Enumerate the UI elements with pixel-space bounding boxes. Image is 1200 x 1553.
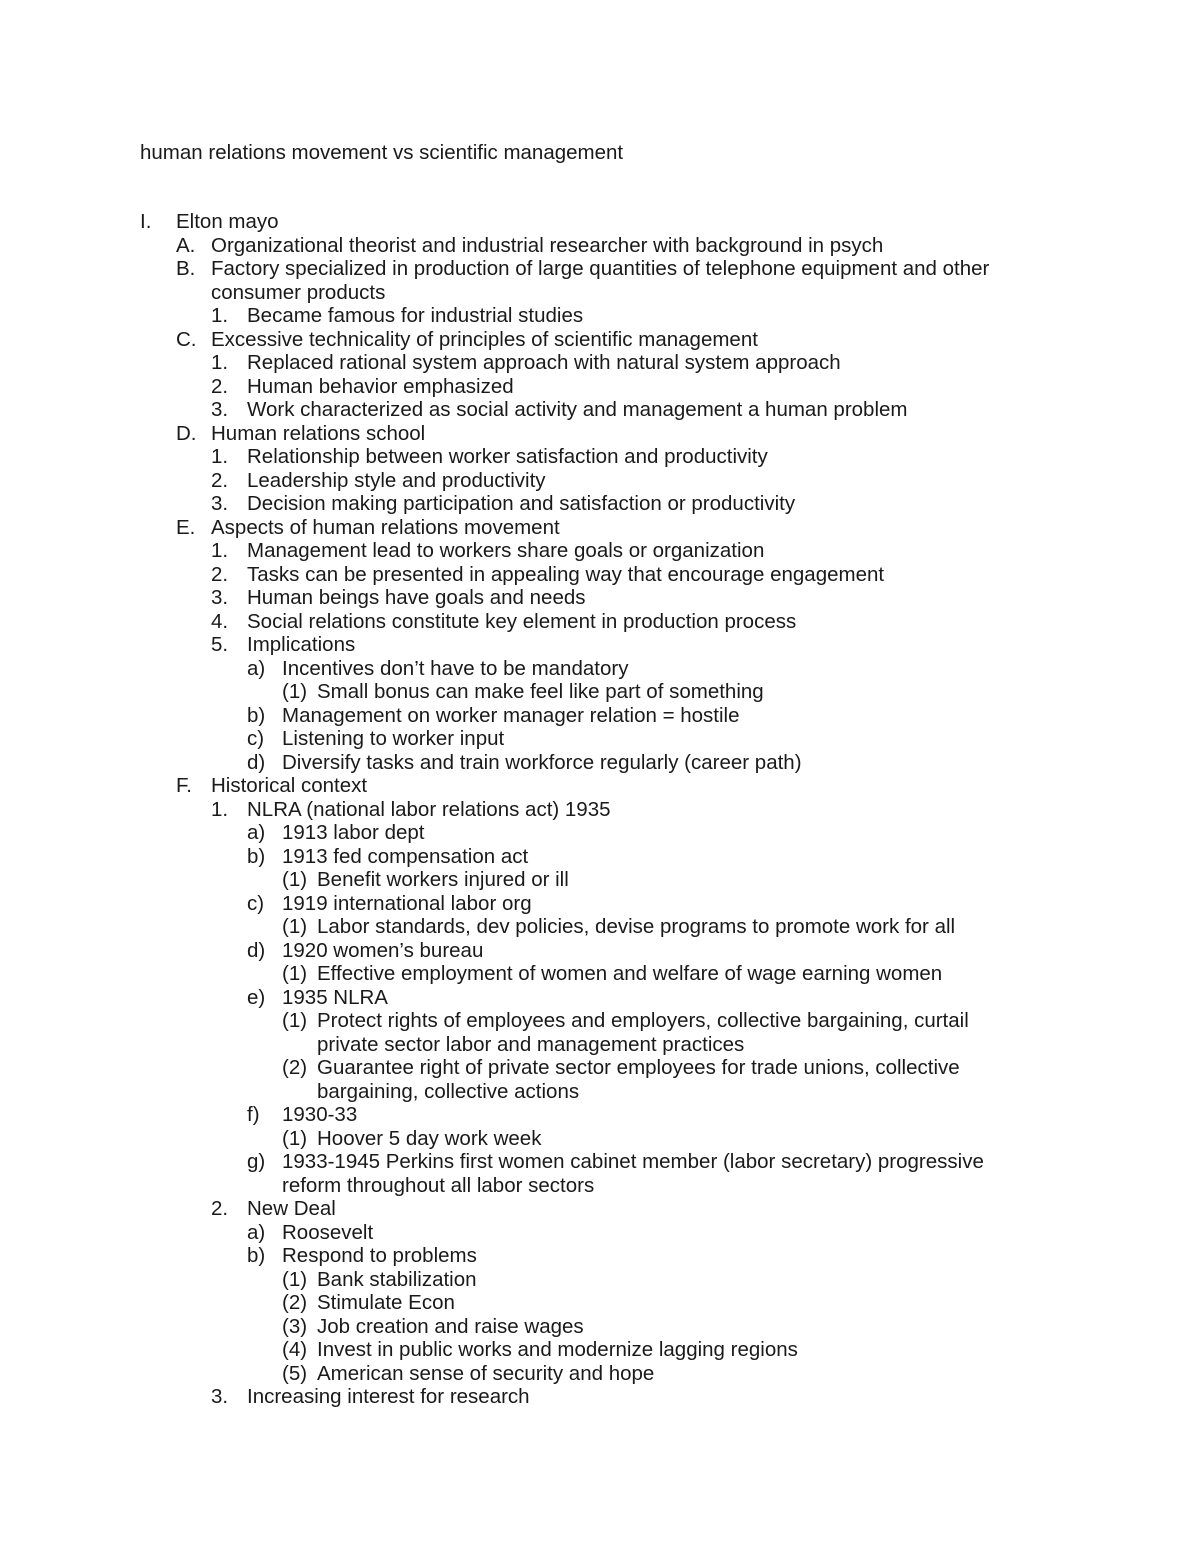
outline-marker: (1) [282,1267,308,1291]
outline-item-level-4 [0,1244,1200,1268]
outline-marker: (1) [282,1126,308,1150]
outline-marker: b) [247,844,266,868]
outline-text: Hoover 5 day work week [317,1126,542,1150]
outline-item-level-2 [0,422,1200,446]
outline-item-level-4 [0,727,1200,751]
outline-text: 1935 NLRA [282,985,388,1009]
outline-marker: 3. [211,492,229,515]
outline-marker: a) [247,656,266,680]
outline-marker: (1) [282,680,308,703]
outline-item-level-5 [0,1362,1200,1386]
outline-text: Diversify tasks and train workforce regularly (career path) [282,750,802,774]
outline-text: Listening to worker input [282,727,505,750]
outline-text: Elton mayo [176,210,279,233]
outline-item-level-1 [0,210,1200,234]
outline-item-level-4 [0,1221,1200,1245]
outline-text: NLRA (national labor relations act) 1935 [247,797,611,821]
outline-marker: a) [247,1220,266,1244]
outline-text: Excessive technicality of principles of scientific management [211,327,758,351]
outline-item-level-2 [0,516,1200,540]
outline-item-level-3 [0,375,1200,399]
outline-item-level-5 [0,1009,1200,1056]
outline-text: Benefit workers injured or ill [317,868,569,891]
outline-item-level-5 [0,962,1200,986]
outline-marker: 3. [211,586,229,609]
outline-marker: B. [176,257,196,280]
outline-marker: 2. [211,468,229,492]
outline-item-level-4 [0,751,1200,775]
outline-item-level-5 [0,1291,1200,1315]
outline-marker: I. [140,210,152,233]
outline-item-level-4 [0,845,1200,869]
outline-marker: D. [176,421,197,445]
outline-text: Leadership style and productivity [247,468,546,492]
outline-text: Human relations school [211,421,426,445]
outline-marker: 1. [211,539,229,562]
outline-text: Respond to problems [282,1244,477,1267]
outline-item-level-2 [0,774,1200,798]
outline-marker: c) [247,891,265,915]
outline-item-level-4 [0,892,1200,916]
outline-text: Organizational theorist and industrial researcher with background in psych [211,233,884,257]
outline-text: Work characterized as social activity and management a human problem [247,398,908,421]
outline-marker: (2) [282,1291,308,1314]
outline-marker: 2. [211,374,229,398]
outline-text: Relationship between worker satisfaction and productivity [247,445,768,468]
outline-item-level-3 [0,563,1200,587]
outline-marker: (1) [282,868,308,891]
outline-item-level-5 [0,1268,1200,1292]
outline-item-level-4 [0,704,1200,728]
outline-marker: f) [247,1103,260,1126]
outline-item-level-5 [0,1338,1200,1362]
outline-marker: 4. [211,609,229,633]
outline-text: 1913 fed compensation act [282,844,529,868]
outline-text: Small bonus can make feel like part of something [317,680,764,703]
outline-marker: 1. [211,351,229,374]
outline-marker: (3) [282,1314,308,1338]
outline-item-level-3 [0,610,1200,634]
outline-item-level-4 [0,657,1200,681]
outline-marker: e) [247,985,266,1009]
outline-text: Bank stabilization [317,1267,477,1291]
outline-marker: d) [247,938,266,962]
outline-text: Protect rights of employees and employers, collective bargaining, curtail private sector labor and management practices [317,1009,969,1056]
outline-marker: (1) [282,1009,308,1032]
outline-text: Invest in public works and modernize lagging regions [317,1338,798,1361]
outline-item-level-4 [0,939,1200,963]
outline-item-level-4 [0,1150,1200,1197]
outline-text: Management on worker manager relation = hostile [282,703,740,727]
outline-text: Tasks can be presented in appealing way that encourage engagement [247,562,885,586]
outline-text: Aspects of human relations movement [211,515,560,539]
outline-marker: d) [247,750,266,774]
outline-text: 1919 international labor org [282,891,532,915]
outline-text: Implications [247,633,356,656]
outline-text: Roosevelt [282,1220,374,1244]
outline-item-level-4 [0,1103,1200,1127]
outline-list [0,210,1200,1409]
outline-marker: 1. [211,797,229,821]
outline-text: Incentives don’t have to be mandatory [282,656,629,680]
outline-item-level-3 [0,351,1200,375]
outline-text: Effective employment of women and welfare of wage earning women [317,962,943,985]
outline-item-level-3 [0,1197,1200,1221]
outline-marker: C. [176,327,197,351]
outline-marker: c) [247,727,265,750]
outline-text: Social relations constitute key element in production process [247,609,797,633]
outline-item-level-4 [0,986,1200,1010]
outline-marker: b) [247,703,266,727]
outline-marker: a) [247,821,266,844]
outline-text: Became famous for industrial studies [247,304,584,327]
outline-marker: (1) [282,915,308,938]
outline-marker: 5. [211,633,229,656]
outline-item-level-2 [0,234,1200,258]
outline-text: Guarantee right of private sector employees for trade unions, collective bargaining, collective actions [317,1056,960,1103]
outline-marker: (2) [282,1056,308,1079]
outline-text: 1913 labor dept [282,821,425,844]
outline-item-level-3 [0,398,1200,422]
outline-text: Stimulate Econ [317,1291,455,1314]
outline-item-level-2 [0,257,1200,304]
outline-text: Increasing interest for research [247,1385,530,1408]
outline-marker: E. [176,515,196,539]
outline-marker: 1. [211,445,229,468]
outline-marker: b) [247,1244,266,1267]
outline-text: Labor standards, dev policies, devise programs to promote work for all [317,915,956,938]
outline-item-level-5 [0,868,1200,892]
outline-text: American sense of security and hope [317,1361,655,1385]
outline-item-level-2 [0,328,1200,352]
outline-item-level-3 [0,445,1200,469]
outline-text: Job creation and raise wages [317,1314,584,1338]
outline-marker: 2. [211,1197,229,1220]
outline-text: Replaced rational system approach with natural system approach [247,351,841,374]
outline-marker: g) [247,1150,266,1173]
outline-item-level-3 [0,633,1200,657]
outline-marker: (1) [282,962,308,985]
outline-text: Decision making participation and satisfaction or productivity [247,492,796,515]
outline-text: 1920 women’s bureau [282,938,484,962]
outline-item-level-5 [0,1056,1200,1103]
document-title: human relations movement vs scientific management [140,141,624,164]
outline-text: Factory specialized in production of large quantities of telephone equipment and other consumer products [211,257,990,304]
outline-marker: 2. [211,562,229,586]
outline-marker: A. [176,233,196,257]
outline-marker: (5) [282,1361,308,1385]
outline-text: Management lead to workers share goals or organization [247,539,765,562]
outline-item-level-3 [0,492,1200,516]
outline-item-level-3 [0,1385,1200,1409]
outline-item-level-5 [0,1127,1200,1151]
outline-item-level-5 [0,1315,1200,1339]
outline-marker: F. [176,774,192,797]
outline-marker: (4) [282,1338,308,1361]
outline-item-level-3 [0,469,1200,493]
outline-item-level-3 [0,798,1200,822]
outline-item-level-5 [0,680,1200,704]
outline-marker: 3. [211,398,229,421]
outline-item-level-3 [0,586,1200,610]
outline-text: New Deal [247,1197,336,1220]
outline-item-level-4 [0,821,1200,845]
outline-text: 1933-1945 Perkins first women cabinet member (labor secretary) progressive reform throughout all labor sectors [282,1150,984,1197]
outline-text: Human behavior emphasized [247,374,514,398]
outline-text: Human beings have goals and needs [247,586,586,609]
outline-text: Historical context [211,774,368,797]
outline-item-level-3 [0,304,1200,328]
outline-item-level-3 [0,539,1200,563]
outline-text: 1930-33 [282,1103,358,1126]
outline-item-level-5 [0,915,1200,939]
outline-marker: 1. [211,304,229,327]
outline-marker: 3. [211,1385,229,1408]
